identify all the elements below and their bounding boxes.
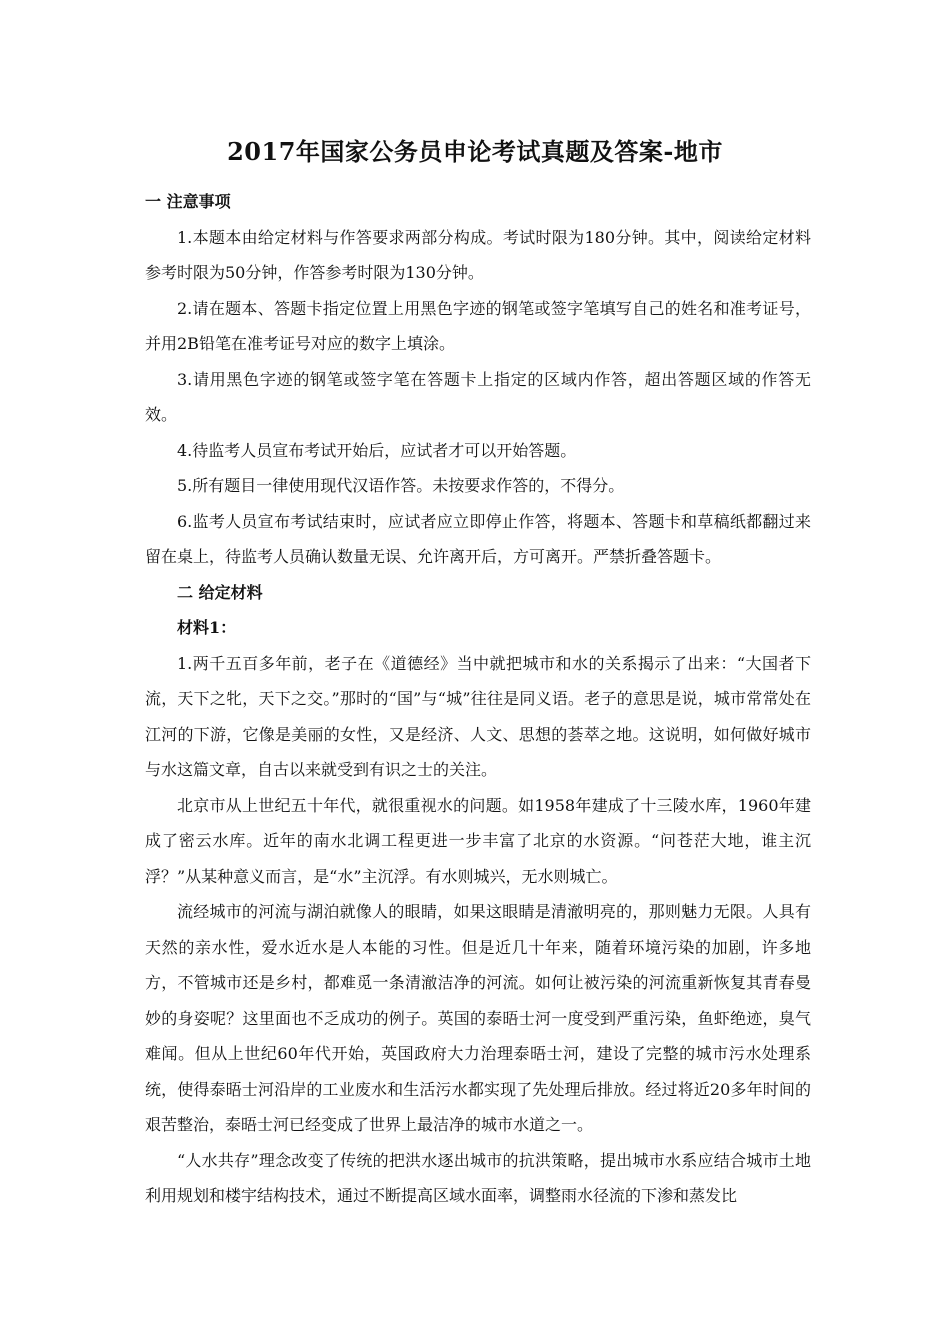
section-heading-notes: 一 注意事项	[145, 192, 231, 211]
note-item-3: 3.请用黑色字迹的钢笔或签字笔在答题卡上指定的区域内作答，超出答题区域的作答无效。	[145, 369, 811, 424]
material-paragraph-4: “人水共存”理念改变了传统的把洪水逐出城市的抗洪策略，提出城市水系应结合城市土地利用规划和楼宇结构技术，通过不断提高区域水面率，调整雨水径流的下渗和蒸发比	[145, 1150, 811, 1205]
note-item-6: 6.监考人员宣布考试结束时，应试者应立即停止作答，将题本、答题卡和草稿纸都翻过来留在桌上，待监考人员确认数量无误、允许离开后，方可离开。严禁折叠答题卡。	[145, 511, 811, 566]
document-body	[145, 184, 811, 1214]
material-paragraph-1: 1.两千五百多年前，老子在《道德经》当中就把城市和水的关系揭示了出来：“大国者下流，天下之牝，天下之交。”那时的“国”与“城”往往是同义语。老子的意思是说，城市常常处在江河的下游，它像是美丽的女性，又是经济、人文、思想的荟萃之地。这说明，如何做好城市与水这篇文章，自古以来就受到有识之士的关注。	[145, 653, 811, 779]
material-1-heading: 材料1：	[177, 618, 237, 637]
material-paragraph-3: 流经城市的河流与湖泊就像人的眼睛，如果这眼睛是清澈明亮的，那则魅力无限。人具有天然的亲水性，爱水近水是人本能的习性。但是近几十年来，随着环境污染的加剧，许多地方，不管城市还是乡村，都难觅一条清澈洁净的河流。如何让被污染的河流重新恢复其青春曼妙的身姿呢？这里面也不乏成功的例子。英国的泰晤士河一度受到严重污染，鱼虾绝迹，臭气难闻。但从上世纪60年代开始，英国政府大力治理泰晤士河，建设了完整的城市污水处理系统，使得泰晤士河沿岸的工业废水和生活污水都实现了先处理后排放。经过将近20多年时间的艰苦整治，泰晤士河已经变成了世界上最洁净的城市水道之一。	[145, 902, 811, 1134]
note-item-5: 5.所有题目一律使用现代汉语作答。未按要求作答的，不得分。	[177, 476, 625, 495]
document-title: 2017年国家公务员申论考试真题及答案-地市	[227, 137, 723, 166]
note-item-4: 4.待监考人员宣布考试开始后，应试者才可以开始答题。	[177, 440, 577, 460]
note-item-1: 1.本题本由给定材料与作答要求两部分构成。考试时限为180分钟。其中，阅读给定材料参考时限为50分钟，作答参考时限为130分钟。	[145, 227, 811, 282]
note-item-2: 2.请在题本、答题卡指定位置上用黑色字迹的钢笔或签字笔填写自己的姓名和准考证号，并用2B铅笔在准考证号对应的数字上填涂。	[145, 298, 811, 353]
material-paragraph-2: 北京市从上世纪五十年代，就很重视水的问题。如1958年建成了十三陵水库，1960年建成了密云水库。近年的南水北调工程更进一步丰富了北京的水资源。“问苍茫大地，谁主沉浮？”从某种意义而言，是“水”主沉浮。有水则城兴，无水则城亡。	[145, 795, 811, 886]
section-heading-materials: 二 给定材料	[177, 582, 263, 602]
